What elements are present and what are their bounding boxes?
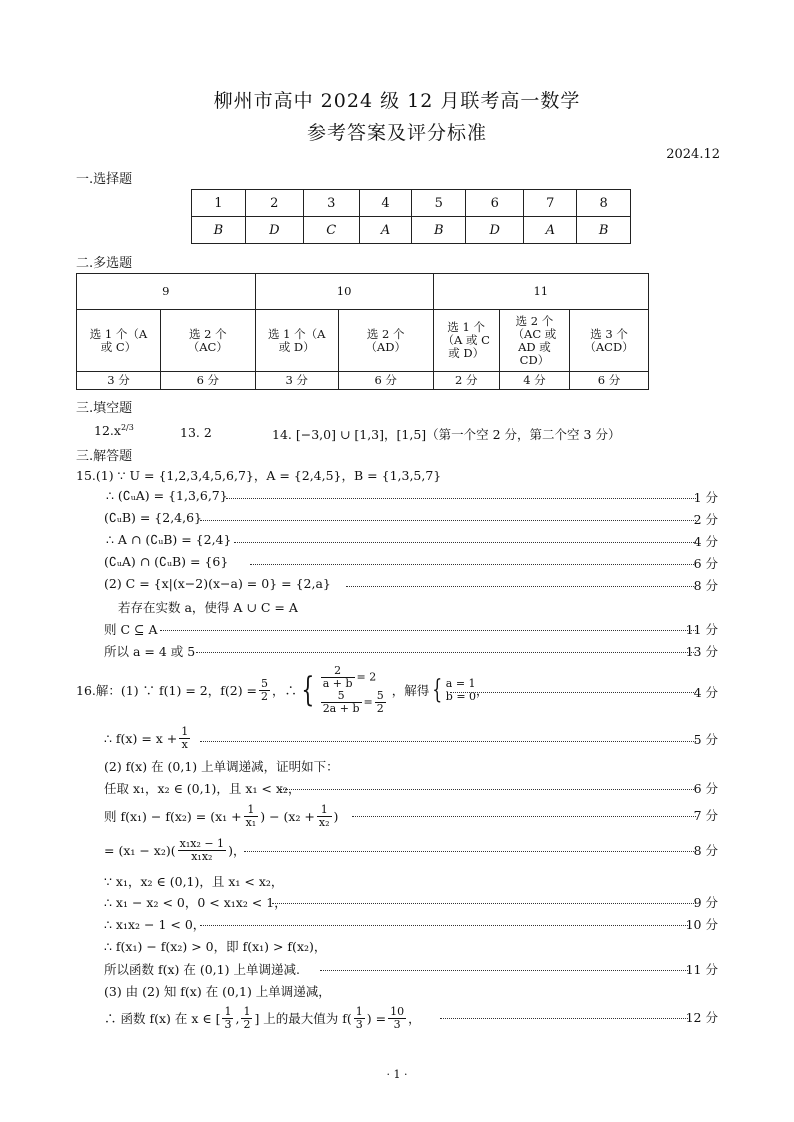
line-text: ∴ x₁x₂ − 1 < 0， [104,917,206,932]
answer-12-exponent: 2/3 [120,423,134,432]
answer-cell: D [466,217,524,244]
line-text: ∴ x₁ − x₂ < 0，0 < x₁x₂ < 1， [104,895,287,910]
leader-dots [244,851,696,852]
leader-dots [200,520,696,521]
brace-symbol: { [301,670,315,710]
score-label: 1 分 [693,490,718,505]
leader-dots [226,498,696,499]
score-label: 7 分 [693,808,718,823]
q15-line-3 [0,532,794,550]
line-text: 则 C ⊆ A [104,622,158,637]
option-cell: 选 1 个（A 或 D） [255,310,338,372]
section-heading-solve: 三.解答题 [76,449,133,464]
denominator: x₂ [318,815,330,829]
line-text: ] 上的最大值为 f( [254,1011,352,1026]
score-cell: 6 分 [570,372,649,390]
q15-line-4 [0,554,794,572]
denominator: 2 [243,1017,251,1031]
numerator: 2 [321,665,355,678]
line-text: = (x₁ − x₂)( [104,842,176,858]
answer-cell: A [524,217,577,244]
line-text: (∁ᵤB) = {2,4,6} [104,510,203,525]
answer-cell: B [577,217,631,244]
answer-cell: B [192,217,246,244]
score-cell: 6 分 [160,372,255,390]
score-label: 4 分 [693,534,718,549]
score-label: 10 分 [685,917,718,932]
denominator: 2 [261,689,269,703]
equation-system [319,665,388,715]
q15-line-8 [0,642,794,660]
line-text: ，解得 [391,683,430,698]
denominator: 3 [393,1017,401,1031]
section-heading-fill: 三.填空题 [76,401,133,416]
equation-rhs: = 2 [356,670,377,684]
q15-line-0: 15.(1) ∵ U = {1,2,3,4,5,6,7}，A = {2,4,5}，B = {1,3,5,7} [76,468,442,483]
q16-line-0 [76,664,489,716]
q16-line-7 [0,893,794,911]
answer-cell: B [412,217,466,244]
numerator: x₁x₂ − 1 [179,836,225,850]
denominator: x₁ [245,815,257,829]
question-number: 3 [303,190,359,217]
q15-line-5 [0,576,794,594]
q16-line-6: ∵ x₁，x₂ ∈ (0,1)，且 x₁ < x₂， [104,874,284,889]
line-text: ∴ (∁ᵤA) = {1,3,6,7} [106,488,228,503]
score-cell: 3 分 [77,372,161,390]
denominator: x₁x₂ [191,849,213,863]
q16-line-3 [0,779,794,797]
numerator: 1 [355,1004,363,1018]
numerator: 1 [181,724,189,738]
score-label: 12 分 [685,1010,718,1025]
numerator: 5 [261,676,269,690]
score-label: 11 分 [685,962,718,977]
question-number: 8 [577,190,631,217]
page-subtitle: 参考答案及评分标准 [306,122,487,144]
line-text: (∁ᵤA) ∩ (∁ᵤB) = {6} [104,554,229,569]
leader-dots [450,692,696,693]
denominator: 2 [376,702,384,715]
answer-13: 13. 2 [180,425,212,440]
line-text: , [235,1010,240,1026]
brace-symbol: { [432,675,443,705]
page-number: · 1 · [386,1068,408,1081]
leader-dots [280,789,696,790]
question-number: 6 [466,190,524,217]
option-cell: 选 2 个（AD） [338,310,433,372]
leader-dots [352,816,696,817]
score-cell: 2 分 [433,372,499,390]
numerator: 1 [224,1004,232,1018]
score-cell: 3 分 [255,372,338,390]
question-number: 5 [412,190,466,217]
line-text: ，∴ [272,683,298,698]
score-label: 9 分 [693,895,718,910]
numerator: 5 [376,689,384,702]
denominator: x [181,737,188,751]
score-label: 4 分 [693,685,718,700]
result-system [446,677,476,703]
q16-line-5 [104,834,245,866]
line-text: 则 f(x₁) − f(x₂) = (x₁ + [104,809,242,824]
option-cell: 选 1 个（A 或 C 或 D） [433,310,499,372]
q15-line-1 [0,488,794,506]
q16-line-8 [0,915,794,933]
page-title: 柳州市高中 2024 级 12 月联考高一数学 [213,90,581,112]
leader-dots [320,970,690,971]
answer-cell: C [303,217,359,244]
line-text: ， [408,1011,421,1026]
multi-choice-table [76,273,649,390]
question-number: 2 [245,190,303,217]
answer-12 [94,423,134,438]
line-text: 所以 a = 4 或 5 [104,644,196,659]
answer-12-base: 12.x [94,423,121,439]
answer-14: 14. [−3,0] ∪ [1,3]，[1,5]（第一个空 2 分，第二个空 3 分） [272,427,621,442]
document-date: 2024.12 [666,147,720,162]
answer-cell: D [245,217,303,244]
question-number: 7 [524,190,577,217]
score-label: 13 分 [685,644,718,659]
numerator: 10 [390,1004,405,1018]
q15-line-6: 若存在实数 a，使得 A ∪ C = A [118,600,298,615]
line-text: 所以函数 f(x) 在 (0,1) 上单调递减. [104,962,300,977]
score-label: 2 分 [693,512,718,527]
q16-line-12 [104,1002,421,1034]
line-text: 16.解：(1) ∵ f(1) = 2，f(2) = [76,683,258,698]
choice-answer-table [191,189,631,244]
leader-dots [160,630,696,631]
option-cell: 选 2 个（AC 或 AD 或 CD） [499,310,569,372]
leader-dots [272,903,696,904]
result-a: a = 1 [445,677,476,690]
numerator: 1 [243,1004,251,1018]
leader-dots [196,652,696,653]
line-text: ∴ A ∩ (∁ᵤB) = {2,4} [106,532,232,547]
section-heading-choice: 一.选择题 [76,172,133,187]
q16-line-9: ∴ f(x₁) − f(x₂) > 0，即 f(x₁) > f(x₂)， [104,939,327,954]
line-text: )， [228,843,246,858]
line-text: ) = [366,1010,387,1026]
line-text: ) [333,808,339,824]
leader-dots [250,564,696,565]
denominator: 3 [355,1017,363,1031]
q16-line-2: (2) f(x) 在 (0,1) 上单调递减，证明如下： [104,759,339,774]
score-label: 8 分 [693,843,718,858]
line-text: 任取 x₁，x₂ ∈ (0,1)，且 x₁ < x₂， [104,781,301,796]
denominator: a + b [322,677,353,690]
denominator: 2a + b [322,702,360,715]
score-label: 8 分 [693,578,718,593]
leader-dots [200,741,696,742]
question-number: 10 [255,274,433,310]
question-number: 1 [192,190,246,217]
score-label: 6 分 [693,556,718,571]
line-text: (2) C = {x|(x−2)(x−a) = 0} = {2,a} [104,576,331,591]
leader-dots [440,1018,690,1019]
score-cell: 6 分 [338,372,433,390]
score-label: 11 分 [685,622,718,637]
q15-line-2 [0,510,794,528]
q16-line-11: (3) 由 (2) 知 f(x) 在 (0,1) 上单调递减， [104,984,331,999]
leader-dots [234,542,696,543]
line-text: ， [476,683,489,698]
option-cell: 选 3 个（ACD） [570,310,649,372]
question-number: 11 [433,274,648,310]
question-number: 9 [77,274,256,310]
question-number: 4 [359,190,412,217]
option-cell: 选 1 个（A 或 C） [77,310,161,372]
score-label: 6 分 [693,781,718,796]
q16-line-1 [104,724,192,752]
leader-dots [200,925,690,926]
equation-rhs: = [363,695,373,709]
result-b: b = 0 [445,690,477,703]
numerator: 1 [244,804,259,817]
q16-line-10 [0,960,794,978]
leader-dots [346,586,696,587]
score-label: 5 分 [693,732,718,747]
line-text: ∴ f(x) = x + [104,730,178,746]
denominator: 3 [224,1017,232,1031]
q15-line-7 [0,620,794,638]
line-text: ∴ 函数 f(x) 在 x ∈ [ [104,1011,221,1026]
fraction [259,678,270,703]
numerator: 1 [317,804,332,817]
answer-cell: A [359,217,412,244]
q16-line-4 [104,800,338,832]
numerator: 5 [321,690,362,703]
score-cell: 4 分 [499,372,569,390]
option-cell: 选 2 个（AC） [160,310,255,372]
line-text: ) − (x₂ + [260,808,315,824]
section-heading-multi: 二.多选题 [76,256,133,271]
